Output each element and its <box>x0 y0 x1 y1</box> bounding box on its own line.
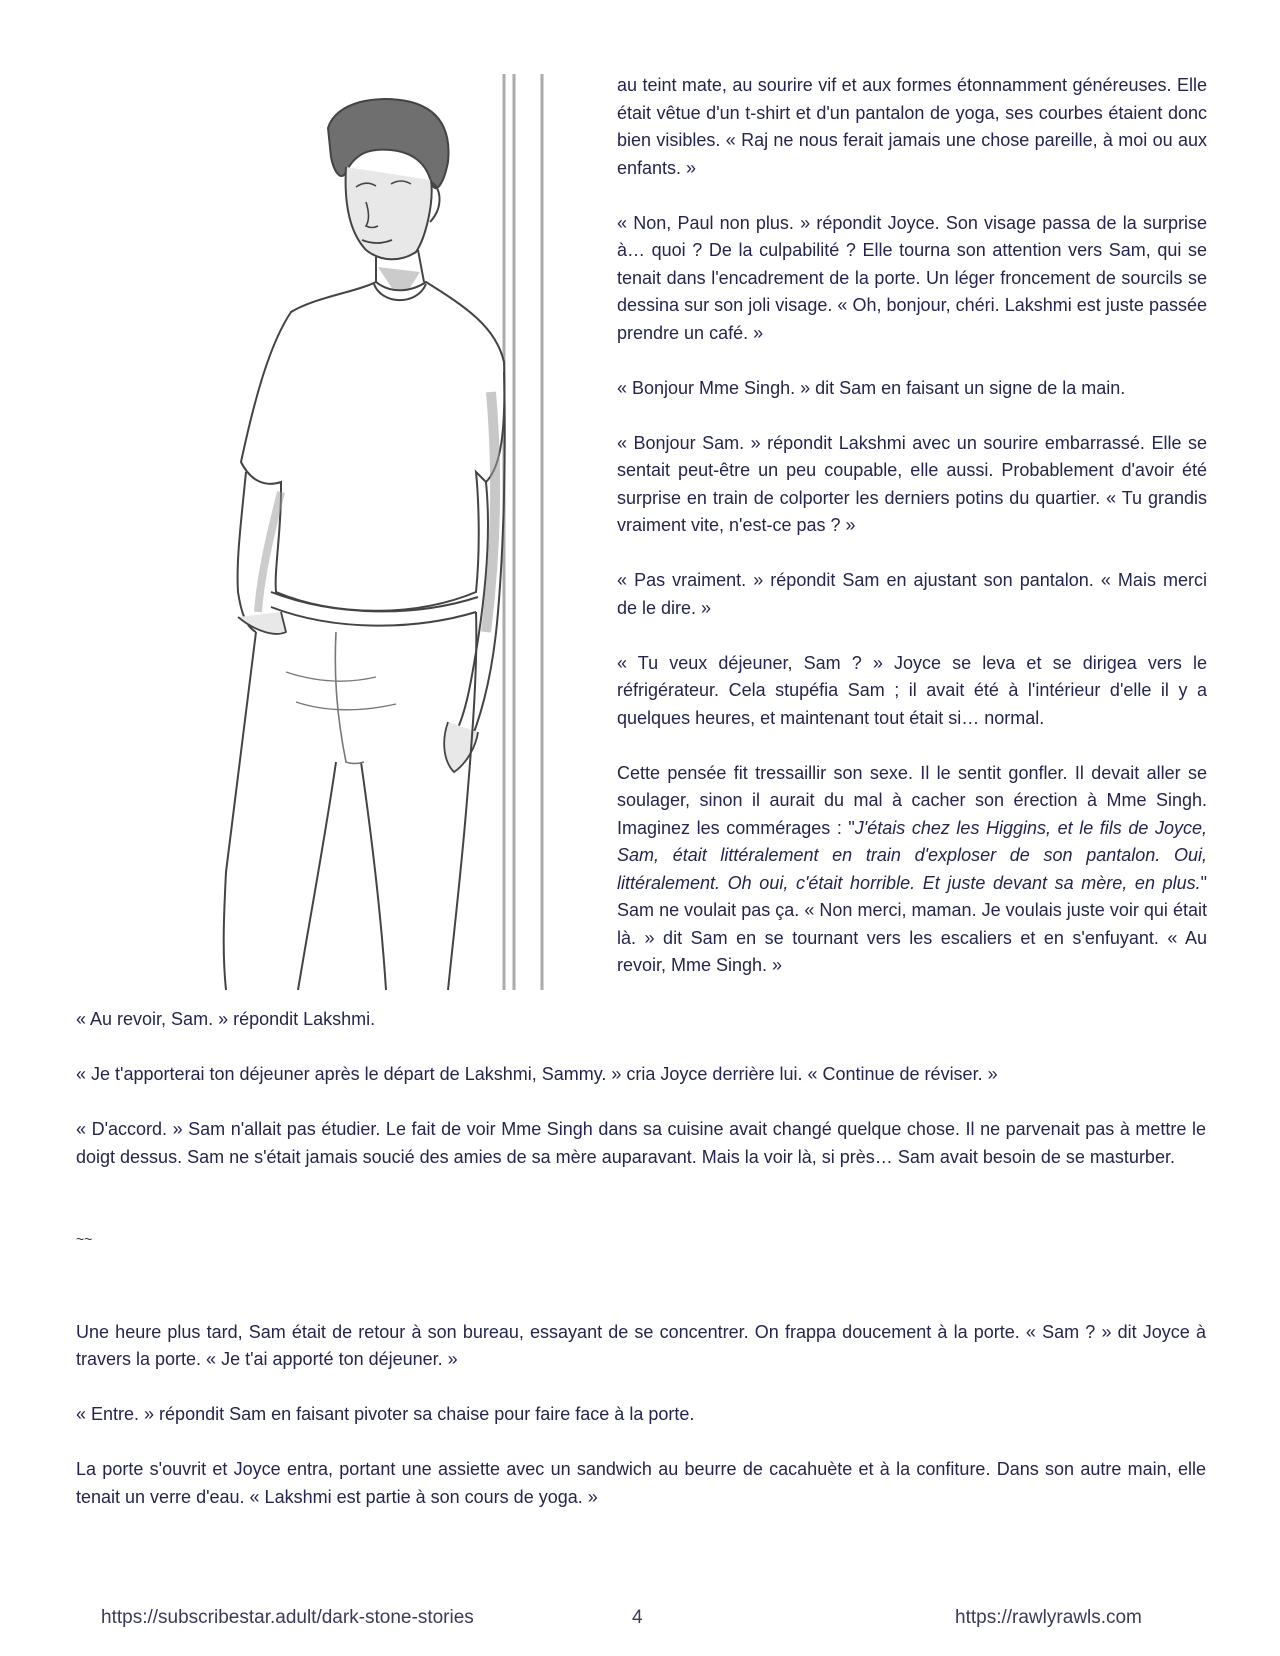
full-column-text <box>76 1006 1206 1539</box>
paragraph: « Je t'apporterai ton déjeuner après le départ de Lakshmi, Sammy. » cria Joyce derrière lui. « Continue de réviser. » <box>76 1064 998 1084</box>
paragraph: « Tu veux déjeuner, Sam ? » Joyce se leva et se dirigea vers le réfrigérateur. Cela stupéfia Sam ; il avait été à l'intérieur d'elle il y a quelques heures, et maintenant tout était si… normal. <box>617 652 1207 728</box>
paragraph: « Non, Paul non plus. » répondit Joyce. Son visage passa de la surprise à… quoi ? De la culpabilité ? Elle tourna son attention vers Sam, qui se tenait dans l'encadrement de la porte. Un léger froncement de sourcils se dessina sur son joli visage. « Oh, bonjour, chéri. Lakshmi est juste passée prendre un café. » <box>617 212 1207 343</box>
footer-link-website[interactable]: https://rawlyrawls.com <box>955 1607 1142 1628</box>
page-footer <box>0 1607 1280 1637</box>
paragraph: « D'accord. » Sam n'allait pas étudier. Le fait de voir Mme Singh dans sa cuisine avait changé quelque chose. Il ne parvenait pas à mettre le doigt dessus. Sam ne s'était jamais soucié des amies de sa mère auparavant. Mais la voir là, si près… Sam avait besoin de se masturber. <box>76 1119 1206 1167</box>
page-number: 4 <box>632 1607 643 1628</box>
paragraph: « Bonjour Sam. » répondit Lakshmi avec un sourire embarrassé. Elle se sentait peut-être un peu coupable, elle aussi. Probablement d'avoir été surprise en train de colporter les derniers potins du quartier. « Tu grandis vraiment vite, n'est-ce pas ? » <box>617 432 1207 535</box>
paragraph: Une heure plus tard, Sam était de retour à son bureau, essayant de se concentrer. On frappa doucement à la porte. « Sam ? » dit Joyce à travers la porte. « Je t'ai apporté ton déjeuner. » <box>76 1321 1206 1369</box>
paragraph: au teint mate, au sourire vif et aux formes étonnamment généreuses. Elle était vêtue d'un t-shirt et d'un pantalon de yoga, ses courbes étaient donc bien visibles. « Raj ne nous ferait jamais une chose pareille, à moi ou aux enfants. » <box>617 75 1207 178</box>
scene-separator: ~~ <box>76 1231 93 1247</box>
person-illustration <box>186 72 586 992</box>
paragraph: « Entre. » répondit Sam en faisant pivoter sa chaise pour faire face à la porte. <box>76 1404 695 1424</box>
text-span: " Sam ne voulait pas ça. « Non merci, maman. Je voulais juste voir qui était là. » dit Sam en se tournant vers les escaliers et en s'enfuyant. « Au revoir, Mme Singh. » <box>617 872 1207 975</box>
paragraph: « Pas vraiment. » répondit Sam en ajustant son pantalon. « Mais merci de le dire. » <box>617 570 1207 618</box>
paragraph: « Bonjour Mme Singh. » dit Sam en faisant un signe de la main. <box>617 377 1126 398</box>
side-column-text <box>617 72 1207 980</box>
paragraph: « Au revoir, Sam. » répondit Lakshmi. <box>76 1009 376 1029</box>
paragraph-with-italic <box>617 760 1207 980</box>
line-art-icon <box>186 72 586 992</box>
paragraph: La porte s'ouvrit et Joyce entra, portant une assiette avec un sandwich au beurre de cacahuète et à la confiture. Dans son autre main, elle tenait un verre d'eau. « Lakshmi est partie à son cours de yoga. » <box>76 1459 1206 1507</box>
italic-quote: J'étais chez les Higgins, et le fils de Joyce, Sam, était littéralement en train d'exploser de son pantalon. Oui, littéralement. Oh oui, c'était horrible. Et juste devant sa mère, en plus. <box>617 817 1208 893</box>
text-span: Cette pensée fit tressaillir son sexe. Il le sentit gonfler. Il devait aller se soulager, sinon il aurait du mal à cacher son érection à Mme Singh. Imaginez les commérages : " <box>617 762 1207 838</box>
footer-link-subscribestar[interactable]: https://subscribestar.adult/dark-stone-stories <box>101 1607 474 1628</box>
